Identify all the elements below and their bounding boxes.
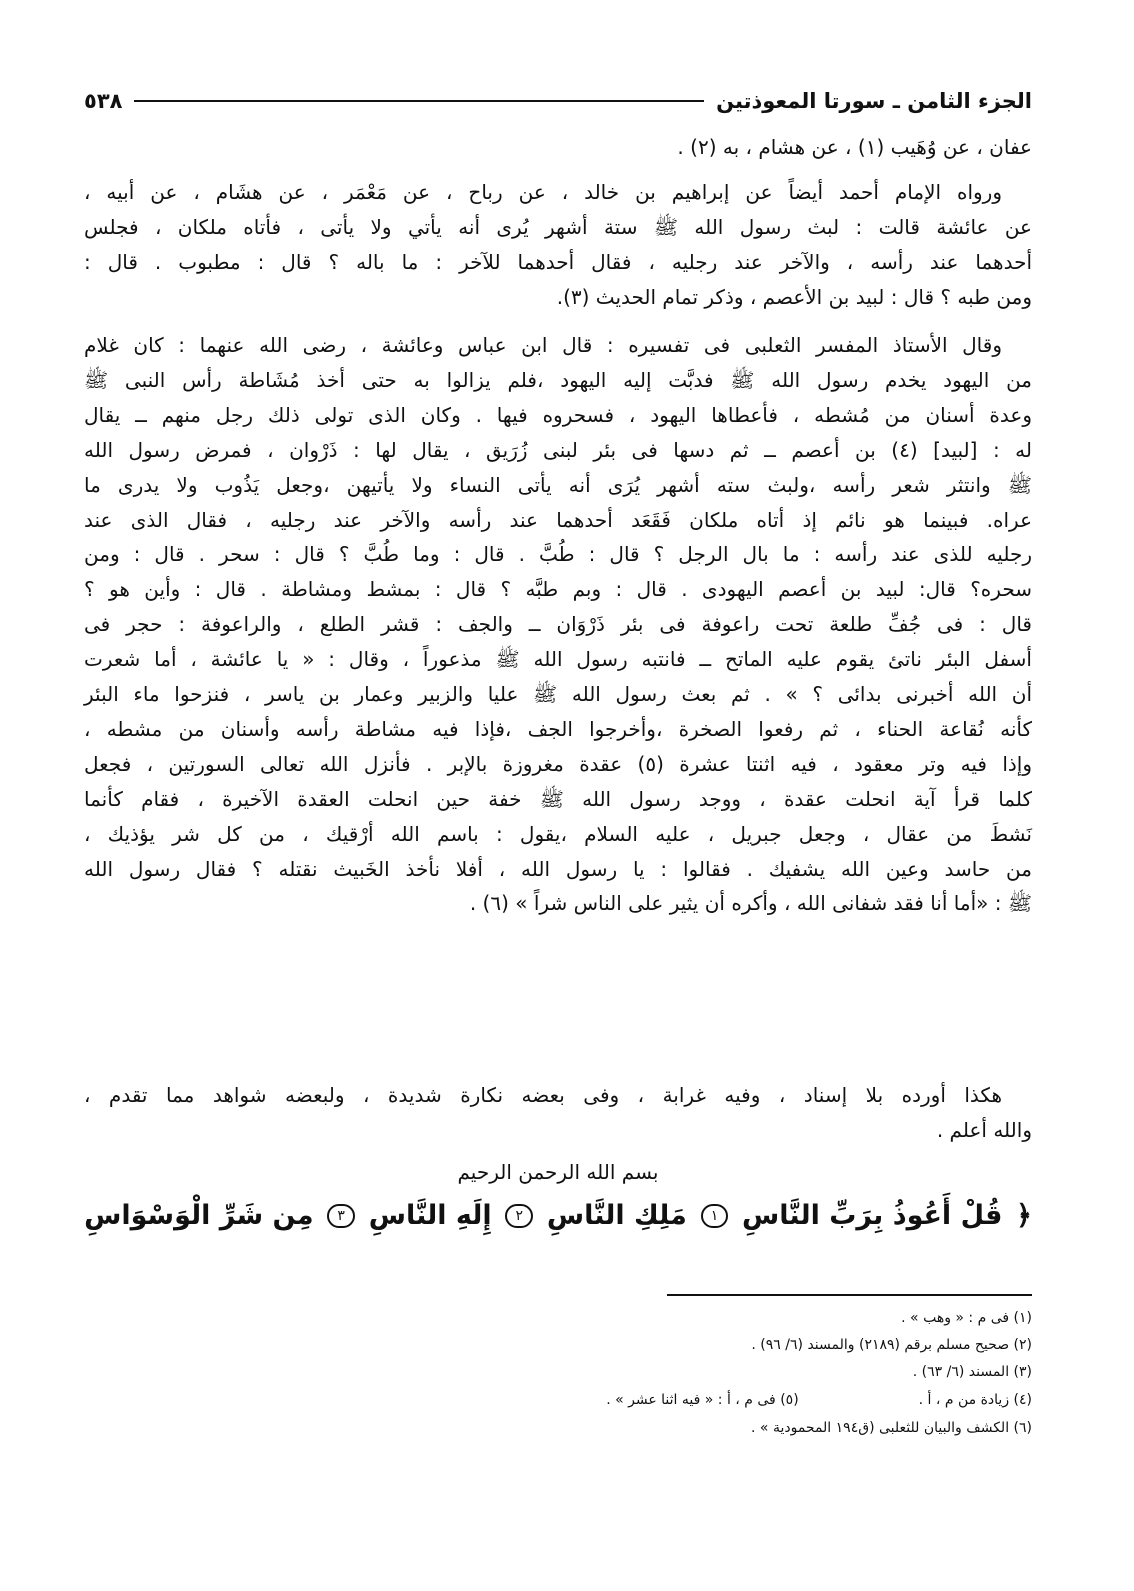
text-line: أن الله أخبرنى بدائى ؟ » . ثم بعث رسول الله ﷺ عليا والزبير وعمار بن ياسر ، فنزحوا ماء البئر bbox=[84, 682, 1032, 706]
verse-text: قُلْ أَعُوذُ بِرَبِّ النَّاسِ bbox=[742, 1200, 1003, 1231]
footnote-3: (٣) المسند (٦/ ٦٣) . bbox=[912, 1364, 1032, 1380]
text-line: عن عائشة قالت : لبث رسول الله ﷺ ستة أشهر يُرى أنه يأتي ولا يأتى ، فأتاه ملكان ، فجلس bbox=[84, 214, 1032, 239]
footnote-6: (٦) الكشف والبيان للثعلبى (ق١٩٤ المحمودية » . bbox=[751, 1420, 1032, 1436]
text-line: وقال الأستاذ المفسر الثعلبى فى تفسيره : قال ابن عباس وعائشة ، رضى الله عنهما : كان غلام bbox=[84, 333, 1002, 357]
footnote-row-4-5 bbox=[606, 1388, 1032, 1412]
text-line: عفان ، عن وُهَيب (١) ، عن هشام ، به (٢) . bbox=[677, 135, 1032, 159]
footnote-4: (٤) زيادة من م ، أ . bbox=[918, 1392, 1032, 1408]
footnote-rule bbox=[667, 1294, 1032, 1296]
ayah-number-marker: ٢ bbox=[505, 1204, 533, 1228]
text-line: ﷺ وانتثر شعر رأسه ،ولبث سته أشهر يُرَى أنه يأتى النساء ولا يأتيهن ،وجعل يَذُوب ولا يدرى ما bbox=[84, 472, 1032, 497]
verse-open-bracket: ﴿ bbox=[1016, 1200, 1032, 1231]
page-number: ٥٣٨ bbox=[84, 89, 123, 113]
text-line: والله أعلم . bbox=[936, 1117, 1032, 1142]
text-line: كأنه نُقاعة الحناء ، ثم رفعوا الصخرة ،وأخرجوا الجف ،فإذا فيه مشاطة رأسه وأسنان من مشطه ، bbox=[84, 716, 1032, 741]
text-line: وعدة أسنان من مُشطه ، فأعطاها اليهود ، فسحروه فيها . وكان الذى تولى ذلك رجل منهم ــ يقال bbox=[84, 402, 1032, 427]
text-line: سحره؟ قال: لبيد بن أعصم اليهودى . قال : وبم طبَّه ؟ قال : بمشط ومشاطة . قال : وأين هو ؟ bbox=[84, 577, 1032, 602]
text-line: ﷺ : «أما أنا فقد شفانى الله ، وأكره أن يثير على الناس شراً » (٦) . bbox=[469, 891, 1032, 916]
text-line: له : [لبيد] (٤) بن أعصم ــ ثم دسها فى بئر لبنى زُرَيق ، يقال لها : ذَرْوان ، فمرض رسول الله bbox=[84, 437, 1032, 462]
text-line: من اليهود يخدم رسول الله ﷺ فدبَّت إليه اليهود ،فلم يزالوا به حتى أخذ مُشَاطة رأس النبى ﷺ bbox=[84, 367, 1032, 392]
text-line: من حاسد وعين الله يشفيك . فقالوا : يا رسول الله ، أفلا نأخذ الخَبيث نقتله ؟ فقال رسول الله bbox=[84, 856, 1032, 881]
ayah-number-marker: ٣ bbox=[327, 1204, 355, 1228]
footnote-5: (٥) فى م ، أ : « فيه اثنا عشر » . bbox=[606, 1392, 799, 1408]
text-line: كلما قرأ آية انحلت عقدة ، ووجد رسول الله ﷺ خفة حين انحلت العقدة الآخيرة ، فقام كأنما bbox=[84, 786, 1032, 811]
text-line: هكذا أورده بلا إسناد ، وفيه غرابة ، وفى بعضه نكارة شديدة ، ولبعضه شواهد مما تقدم ، bbox=[84, 1083, 1002, 1107]
header-title: الجزء الثامن ـ سورتا المعوذتين bbox=[716, 89, 1032, 113]
verse-text: مَلِكِ النَّاسِ bbox=[546, 1200, 687, 1231]
text-line: ورواه الإمام أحمد أيضاً عن إبراهيم بن خالد ، عن رباح ، عن مَعْمَر ، عن هشَام ، عن أبيه ، bbox=[84, 180, 1002, 204]
text-line: ومن طبه ؟ قال : لبيد بن الأعصم ، وذكر تمام الحديث (٣). bbox=[556, 284, 1032, 309]
ayah-number-marker: ١ bbox=[701, 1204, 729, 1228]
running-header bbox=[84, 84, 1032, 118]
text-line: رجليه للذى عند رأسه : ما بال الرجل ؟ قال : طُبَّ . قال : وما طُبَّ ؟ قال : سحر . قال : ومن bbox=[84, 542, 1032, 567]
quran-verse bbox=[84, 1200, 1032, 1231]
basmala: بسم الله الرحمن الرحيم bbox=[457, 1160, 659, 1184]
footnote-1: (١) فى م : « وهب » . bbox=[901, 1310, 1032, 1326]
text-line: أحدهما عند رأسه ، والآخر عند رجليه ، فقال أحدهما للآخر : ما باله ؟ قال : مطبوب . قال : bbox=[84, 249, 1032, 274]
text-line: أسفل البئر ناتئ يقوم عليه الماتح ــ فانتبه رسول الله ﷺ مذعوراً ، وقال : « يا عائشة ، أما شعرت bbox=[84, 647, 1032, 672]
header-rule bbox=[134, 100, 704, 102]
verse-text: مِن شَرِّ الْوَسْوَاسِ bbox=[84, 1200, 314, 1231]
footnote-2: (٢) صحيح مسلم برقم (٢١٨٩) والمسند (٦/ ٩٦) . bbox=[751, 1337, 1032, 1353]
verse-text: إِلَهِ النَّاسِ bbox=[368, 1200, 492, 1231]
text-line: نَشطَ من عقال ، وجعل جبريل ، عليه السلام ،يقول : باسم الله أرْقيك ، من كل شر يؤذيك ، bbox=[84, 821, 1032, 846]
text-line: قال : فى جُفِّ طلعة تحت راعوفة فى بئر ذَرْوَان ــ والجف : قشر الطلع ، والراعوفة : حجر فى bbox=[84, 612, 1032, 637]
text-line: عراه. فبينما هو نائم إذ أتاه ملكان فَقَعَد أحدهما عند رأسه والآخر عند رجليه ، فقال الذى عند bbox=[84, 507, 1032, 532]
text-line: وإذا فيه وتر معقود ، فيه اثنتا عشرة (٥) عقدة مغروزة بالإبر . فأنزل الله تعالى السورتين ، فجعل bbox=[84, 751, 1032, 776]
